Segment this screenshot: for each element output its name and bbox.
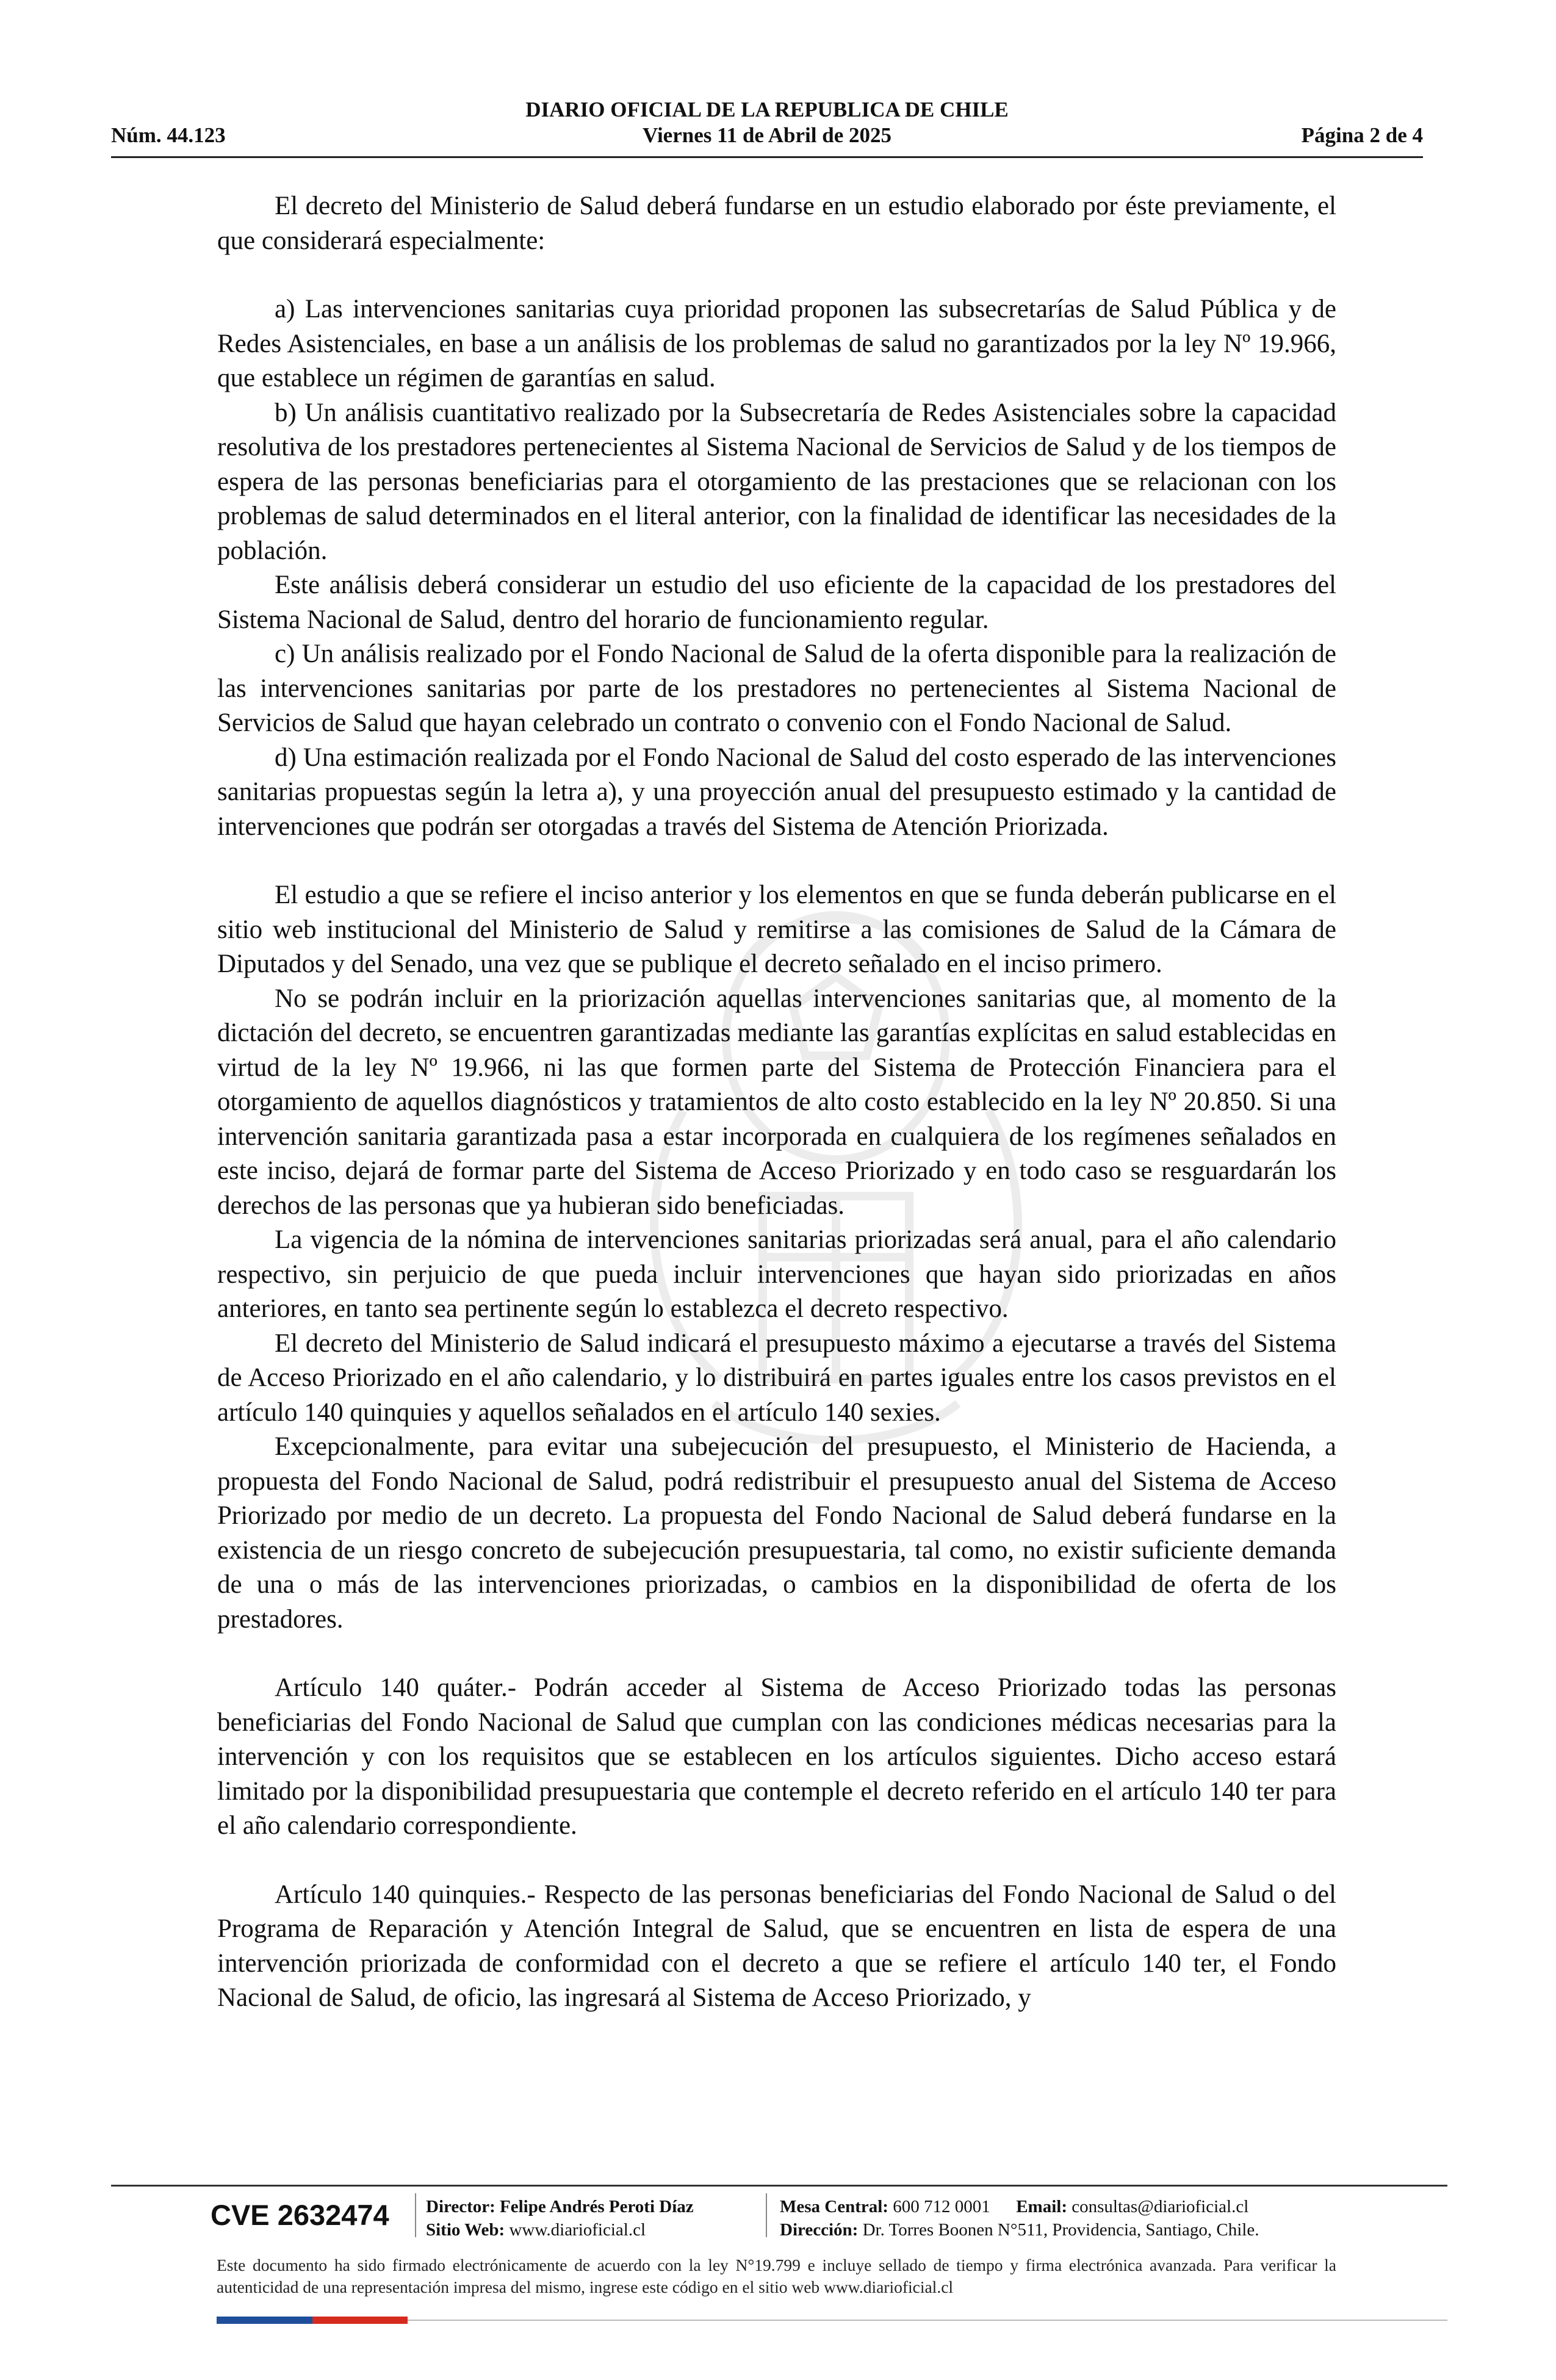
legal-notice: Este documento ha sido firmado electrónicamente de acuerdo con la ley N°19.799 e incluye sellado de tiempo y firma electrónica avanzada. Para verificar la autenticidad de una representación impresa del mismo, ingrese este código en el sitio web www.diarioficial.cl [217,2256,1336,2296]
paragraph: a) Las intervenciones sanitarias cuya prioridad proponen las subsecretarías de Salud Pública y de Redes Asistenciales, en base a un análisis de los problemas de salud no garantizados por la ley Nº 19.966, que establece un régimen de garantías en salud. [217,295,1336,392]
mesa-central-phone: 600 712 0001 [893,2197,990,2216]
footer-separator [766,2193,767,2237]
paragraph: Artículo 140 quinquies.- Respecto de las personas beneficiarias del Fondo Nacional de Salud o del Programa de Reparación y Atención Integral de Salud, que se encuentren en lista de espera de una intervención priorizada de conformidad con el decreto a que se refiere el artículo 140 ter, el Fondo Nacional de Salud, de oficio, las ingresará al Sistema de Acceso Priorizado, y [217,1880,1336,2012]
email-link[interactable]: consultas@diarioficial.cl [1072,2197,1249,2216]
footer-separator [415,2193,416,2237]
paragraph: El decreto del Ministerio de Salud indicará el presupuesto máximo a ejecutarse a través del Sistema de Acceso Priorizado en el año calendario, y lo distribuirá en partes iguales entre los casos previstos en el artículo 140 quinquies y aquellos señalados en el artículo 140 sexies. [217,1329,1336,1427]
paragraph: El estudio a que se refiere el inciso anterior y los elementos en que se funda deberán publicarse en el sitio web institucional del Ministerio de Salud y remitirse a las comisiones de Salud de la Cámara de Diputados y del Senado, una vez que se publique el decreto señalado en el inciso primero. [217,881,1336,978]
contact-line [780,2196,1248,2218]
address-value: Dr. Torres Boonen N°511, Providencia, Santiago, Chile. [862,2220,1259,2240]
cve-code: CVE 2632474 [211,2199,389,2231]
paragraph: No se podrán incluir en la priorización aquellas intervenciones sanitarias que, al momento de la dictación del decreto, se encuentren garantizadas mediante las garantías explícitas en salud establecidas en virtud de la ley Nº 19.966, ni las que formen parte del Sistema de Protección Financiera para el otorgamiento de aquellos diagnósticos y tratamientos de alto costo establecido en la ley Nº 20.850. Si una intervención sanitaria garantizada pasa a estar incorporada en cualquiera de los regímenes señalados en este inciso, dejará de formar parte del Sistema de Acceso Priorizado y en todo caso se resguardarán los derechos de las personas que ya hubieran sido beneficiadas. [217,984,1336,1220]
paragraph: d) Una estimación realizada por el Fondo Nacional de Salud del costo esperado de las intervenciones sanitarias propuestas según la letra a), y una proyección anual del presupuesto estimado y la cantidad de intervenciones que podrán ser otorgadas a través del Sistema de Atención Priorizada. [217,743,1336,841]
flag-stripe-red [312,2317,408,2324]
page-header [111,96,1423,158]
website-link[interactable]: www.diarioficial.cl [509,2220,646,2240]
address-line [780,2219,1259,2241]
website-label: Sitio Web: [426,2220,505,2240]
paragraph: Este análisis deberá considerar un estudio del uso eficiente de la capacidad de los prestadores del Sistema Nacional de Salud, dentro del horario de funcionamiento regular. [217,571,1336,634]
page-number: Página 2 de 4 [1301,123,1423,147]
director-line [426,2196,694,2218]
paragraph: Excepcionalmente, para evitar una subejecución del presupuesto, el Ministerio de Hacienda, a propuesta del Fondo Nacional de Salud, podrá redistribuir el presupuesto anual del Sistema de Acceso Priorizado por medio de un decreto. La propuesta del Fondo Nacional de Salud deberá fundarse en la existencia de un riesgo concreto de subejecución presupuestaria, tal como, no existir suficiente demanda de una o más de las intervenciones priorizadas, o cambios en la disponibilidad de oferta de los prestadores. [217,1432,1336,1634]
paragraph: El decreto del Ministerio de Salud deberá fundarse en un estudio elaborado por éste previamente, el que considerará especialmente: [217,192,1336,255]
footer-divider [111,2185,1447,2187]
director-name: Felipe Andrés Peroti Díaz [500,2197,694,2216]
publication-date: Viernes 11 de Abril de 2025 [642,123,891,147]
issue-number: Núm. 44.123 [111,123,226,147]
paragraph: c) Un análisis realizado por el Fondo Nacional de Salud de la oferta disponible para la realización de las intervenciones sanitarias por parte de los prestadores no pertenecientes al Sistema Nacional de Servicios de Salud que hayan celebrado un contrato o convenio con el Fondo Nacional de Salud. [217,640,1336,737]
paragraph: b) Un análisis cuantitativo realizado por la Subsecretaría de Redes Asistenciales sobre la capacidad resolutiva de los prestadores pertenecientes al Sistema Nacional de Servicios de Salud y de los tiempos de espera de las personas beneficiarias para el otorgamiento de las prestaciones que se relacionan con los problemas de salud determinados en el literal anterior, con la finalidad de identificar las necesidades de la población. [217,398,1336,565]
flag-stripe-blue [217,2317,312,2324]
publication-title: DIARIO OFICIAL DE LA REPUBLICA DE CHILE [525,98,1009,121]
mesa-central-label: Mesa Central: [780,2197,888,2216]
director-label: Director: [426,2197,495,2216]
document-body [217,189,1336,2016]
website-line [426,2219,646,2241]
paragraph: La vigencia de la nómina de intervenciones sanitarias priorizadas será anual, para el año calendario respectivo, sin perjuicio de que pueda incluir intervenciones que hayan sido priorizadas en años anteriores, en tanto sea pertinente según lo establezca el decreto respectivo. [217,1225,1336,1323]
paragraph: Artículo 140 quáter.- Podrán acceder al Sistema de Acceso Priorizado todas las personas beneficiarias del Fondo Nacional de Salud que cumplan con las condiciones médicas necesarias para la intervención y con los requisitos que se establecen en los artículos siguientes. Dicho acceso estará limitado por la disponibilidad presupuestaria que contemple el decreto referido en el artículo 140 ter para el año calendario correspondiente. [217,1673,1336,1840]
footer-bottom-rule [408,2320,1447,2321]
address-label: Dirección: [780,2220,859,2240]
email-label: Email: [1016,2197,1067,2216]
